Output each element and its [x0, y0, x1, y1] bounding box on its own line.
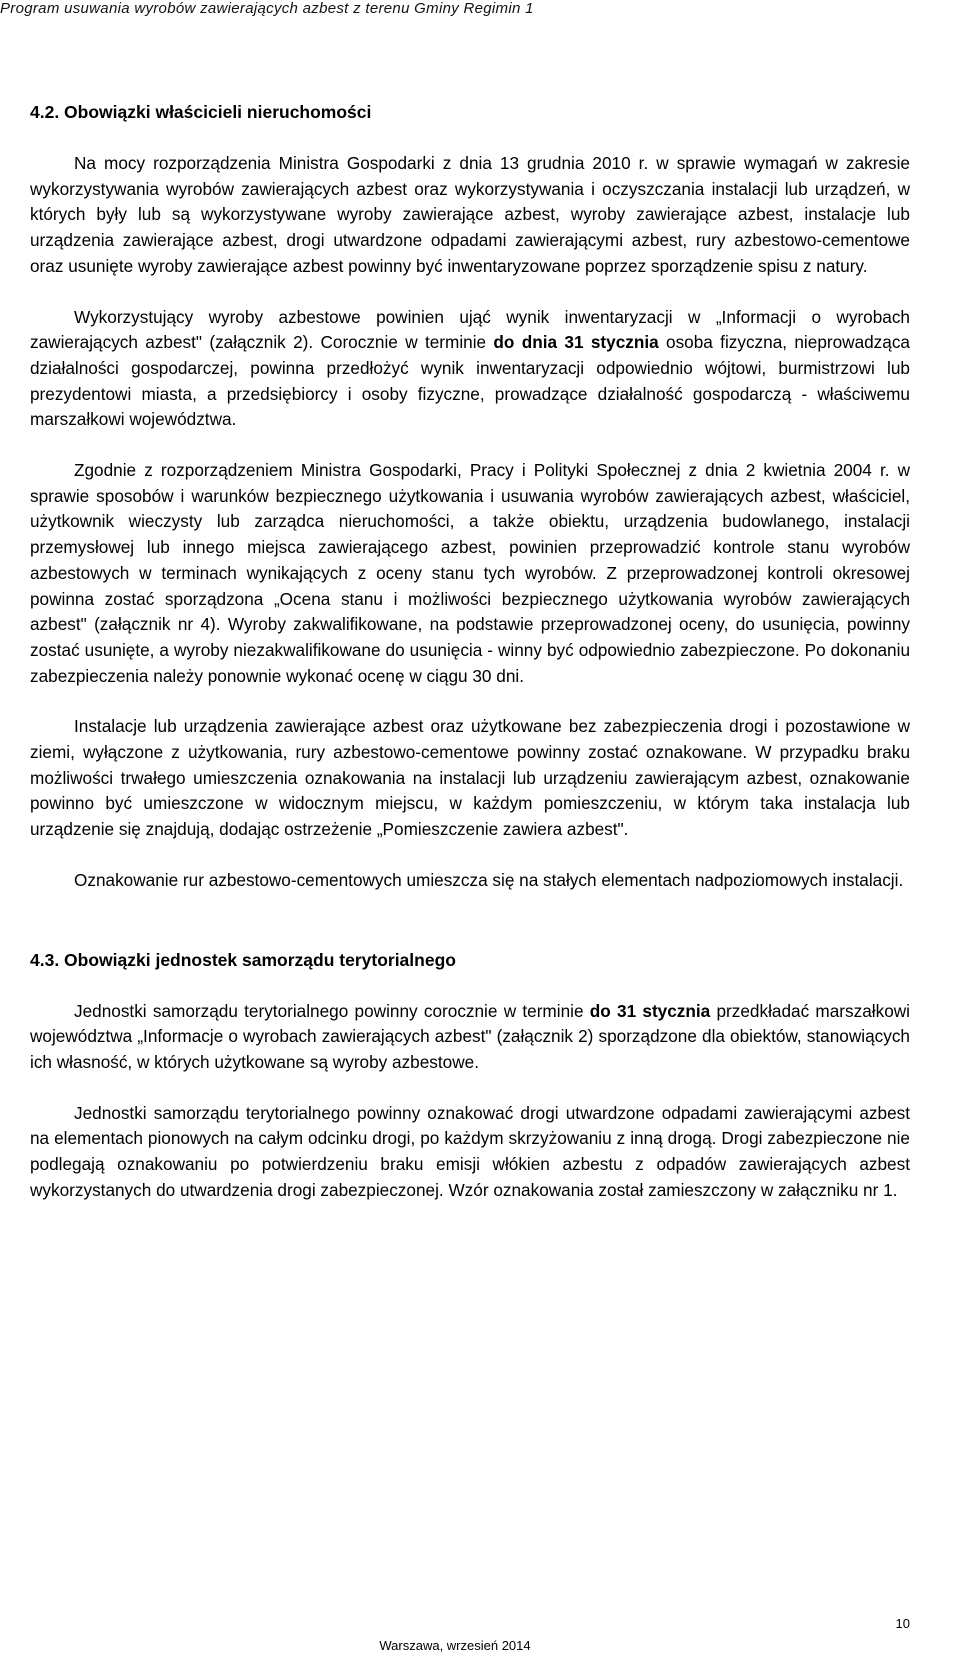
bold-deadline: do dnia 31 stycznia	[493, 332, 659, 353]
text-run: przedkładać marszałkowi województwa „Informacje o wyrobach zawierających azbest" (załącznik 2) sporządzone dla obiektów, stanowiących ich własność, w których użytkowane są wyroby azbestowe.	[30, 1000, 910, 1072]
section-4-3	[30, 948, 910, 1204]
heading-4-3: 4.3. Obowiązki jednostek samorządu terytorialnego	[30, 949, 456, 970]
paragraph: Oznakowanie rur azbestowo-cementowych umieszcza się na stałych elementach nadpoziomowych instalacji.	[74, 869, 904, 890]
text-run: Wykorzystujący wyroby azbestowe powinien ująć wynik inwentaryzacji w „Informacji o wyrobach zawierających azbest" (załącznik 2). Corocznie w terminie	[30, 306, 910, 353]
footer-place-date: Warszawa, wrzesień 2014	[379, 1638, 531, 1653]
bold-deadline: do 31 stycznia	[589, 1000, 711, 1021]
page-number: 10	[895, 1616, 910, 1631]
paragraph: Instalacje lub urządzenia zawierające azbest oraz użytkowane bez zabezpieczenia drogi i pozostawione w ziemi, wyłączone z użytkowania, rury azbestowo-cementowe powinny zostać oznakowane. W przypadku braku możliwości trwałego umieszczenia oznakowania na instalacji lub urządzeniu zawierającym azbest, oznakowanie powinno być umieszczone w widocznym miejscu, w każdym pomieszczeniu, w którym taka instalacja lub urządzenie się znajdują, dodając ostrzeżenie „Pomieszczenie zawiera azbest".	[30, 716, 910, 840]
running-header: Program usuwania wyrobów zawierających azbest z terenu Gminy Regimin 1	[0, 0, 534, 17]
text-run: osoba fizyczna, nieprowadząca działalności gospodarczej, powinna przedłożyć wynik inwentaryzacji odpowiednio wójtowi, burmistrzowi lub prezydentowi miasta, a przedsiębiorcy i osoby fizyczne, prowadzące działalność gospodarczą - właściwemu marszałkowi województwa.	[30, 332, 910, 430]
paragraph: Na mocy rozporządzenia Ministra Gospodarki z dnia 13 grudnia 2010 r. w sprawie wymagań w zakresie wykorzystywania wyrobów zawierających azbest oraz wykorzystywania i oczyszczania instalacji lub urządzeń, w których były lub są wykorzystywane wyroby zawierające azbest, wyroby zawierające azbest, instalacje lub urządzenia zawierające azbest, drogi utwardzone odpadami zawierającymi azbest, rury azbestowo-cementowe oraz usunięte wyroby zawierające azbest powinny być inwentaryzowane poprzez sporządzenie spisu z natury.	[30, 153, 910, 276]
heading-4-2: 4.2. Obowiązki właścicieli nieruchomości	[30, 102, 372, 122]
paragraph: Jednostki samorządu terytorialnego powinny oznakować drogi utwardzone odpadami zawierającymi azbest na elementach pionowych na całym odcinku drogi, po każdym skrzyżowaniu z inną drogą. Drogi zabezpieczone nie podlegają oznakowaniu po potwierdzeniu braku emisji włókien azbestu z odpadów zawierających azbest wykorzystanych do utwardzenia drogi zabezpieczonej. Wzór oznakowania został zamieszczony w załączniku nr 1.	[30, 1102, 910, 1200]
paragraph	[30, 305, 910, 434]
paragraph: Zgodnie z rozporządzeniem Ministra Gospodarki, Pracy i Polityki Społecznej z dnia 2 kwietnia 2004 r. w sprawie sposobów i warunków bezpiecznego użytkowania i usuwania wyrobów zawierających azbest, właściciel, użytkownik wieczysty lub zarządca nieruchomości, a także obiektu, urządzenia budowlanego, instalacji przemysłowej lub innego miejsca zawierającego azbest, powinien przeprowadzić kontrole stanu wyrobów azbestowych w terminach wynikających z oceny stanu tych wyrobów. Z przeprowadzonej kontroli okresowej powinna zostać sporządzona „Ocena stanu i możliwości bezpiecznego użytkowania wyrobów zawierających azbest" (załącznik nr 4). Wyroby zakwalifikowane, na podstawie przeprowadzonej oceny, do usunięcia, powinny zostać usunięte, a wyroby niezakwalifikowane do usunięcia - winny być odpowiednio zabezpieczone. Po dokonaniu zabezpieczenia należy ponownie wykonać ocenę w ciągu 30 dni.	[30, 460, 910, 686]
text-run: Jednostki samorządu terytorialnego powinny corocznie w terminie	[74, 1000, 590, 1021]
paragraph	[30, 999, 910, 1076]
page-content	[30, 100, 910, 1204]
